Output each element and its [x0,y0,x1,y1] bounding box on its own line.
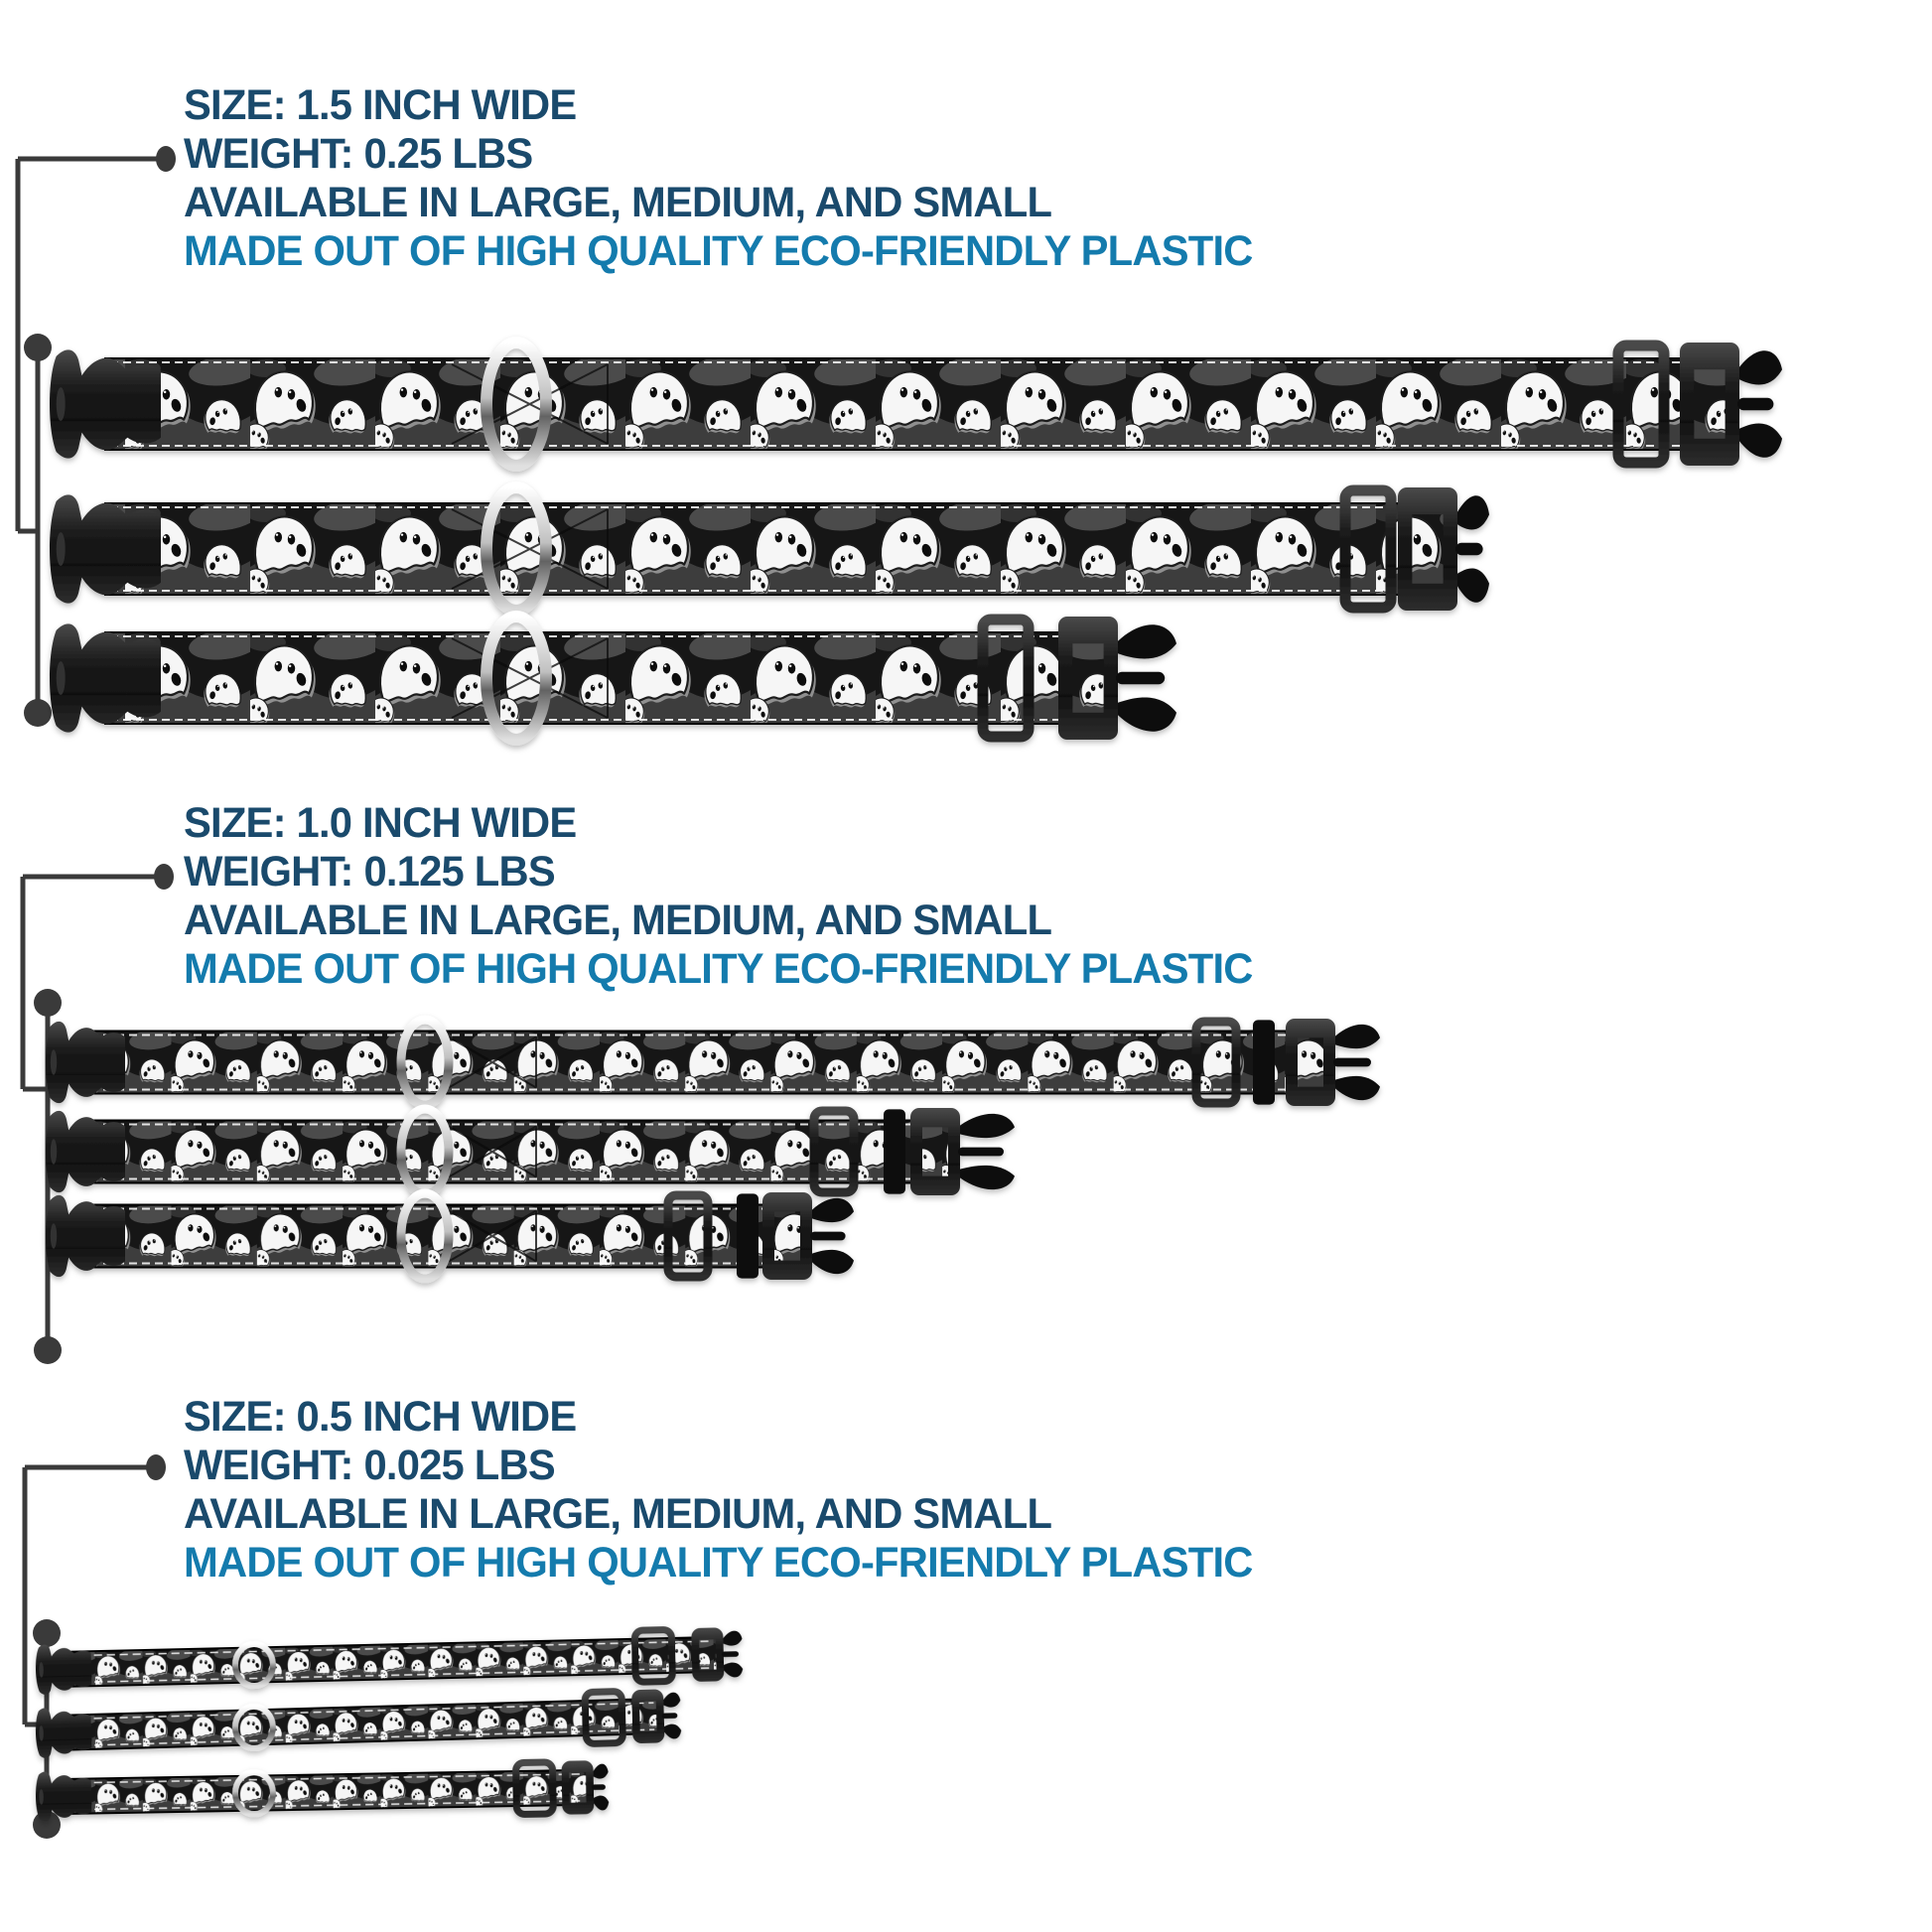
buckle-slot [51,1139,57,1164]
availability-text: AVAILABLE IN LARGE, MEDIUM, AND SMALL [184,897,1052,944]
spec-block-1-5-inch [184,81,1286,276]
material-text: MADE OUT OF HIGH QUALITY ECO-FRIENDLY PLASTIC [184,1539,1253,1587]
buckle-prongs [1116,624,1176,731]
material-text: MADE OUT OF HIGH QUALITY ECO-FRIENDLY PLASTIC [184,945,1253,993]
female-buckle [35,1707,91,1758]
female-buckle [50,349,161,458]
availability-text: AVAILABLE IN LARGE, MEDIUM, AND SMALL [184,1490,1052,1538]
buckle-slot [57,532,66,566]
buckle-prongs [958,1114,1015,1189]
strap [105,632,1113,724]
spec-block-0-5-inch [184,1393,1286,1587]
weight-text: WEIGHT: 0.25 LBS [184,130,533,178]
female-buckle [35,1644,91,1696]
availability-text: AVAILABLE IN LARGE, MEDIUM, AND SMALL [184,179,1052,226]
buckle-bar [884,1109,905,1193]
weight-text: WEIGHT: 0.125 LBS [184,848,555,896]
strap [85,1032,1330,1094]
female-buckle [46,1195,125,1277]
bracket-dot-icon [33,1619,61,1647]
bracket-dot-icon [34,989,62,1017]
buckle-prongs [1333,1025,1380,1100]
collar-width-0-5-inch-medium [35,1689,681,1760]
bracket-dot-icon [34,1336,62,1364]
buckle-prongs [1455,495,1489,602]
female-buckle [50,494,161,603]
size-text: SIZE: 1.5 INCH WIDE [184,81,577,129]
buckle-slot [51,1049,57,1074]
female-buckle [46,1111,125,1192]
size-text: SIZE: 0.5 INCH WIDE [184,1393,577,1441]
strap [64,1637,720,1687]
female-buckle [46,1022,125,1103]
strap [64,1770,590,1814]
buckle-prongs [1737,350,1782,457]
collar-width-0-5-inch-small [36,1760,610,1824]
bracket-dot-icon [24,334,52,361]
buckle-slot [57,387,66,421]
weight-text: WEIGHT: 0.025 LBS [184,1442,555,1489]
connector-bracket [23,864,174,1364]
buckle-prongs [810,1198,854,1274]
buckle-bar [737,1193,759,1278]
strap [105,358,1734,450]
collar-width-0-5-inch-large [35,1627,743,1697]
collar-width-1-5-inch-small [50,617,1176,740]
strap [105,503,1452,595]
buckle-bar [1253,1020,1275,1104]
strap [64,1699,660,1750]
pointer-dot-icon [154,864,174,890]
collar-width-1-5-inch-large [50,343,1782,466]
spec-block-1-0-inch [184,799,1286,994]
material-text: MADE OUT OF HIGH QUALITY ECO-FRIENDLY PLASTIC [184,227,1253,275]
bracket-dot-icon [24,699,52,727]
strap [85,1121,955,1183]
collar-width-1-0-inch-small [46,1192,854,1280]
pointer-dot-icon [146,1454,166,1480]
buckle-prongs [721,1630,743,1677]
buckle-slot [51,1223,57,1248]
female-buckle [50,623,161,732]
pointer-dot-icon [156,146,176,172]
buckle-slot [57,661,66,695]
size-text: SIZE: 1.0 INCH WIDE [184,799,577,847]
collar-width-1-0-inch-medium [46,1108,1015,1195]
collar-width-1-5-inch-medium [50,487,1489,611]
collar-width-1-0-inch-large [46,1019,1380,1106]
